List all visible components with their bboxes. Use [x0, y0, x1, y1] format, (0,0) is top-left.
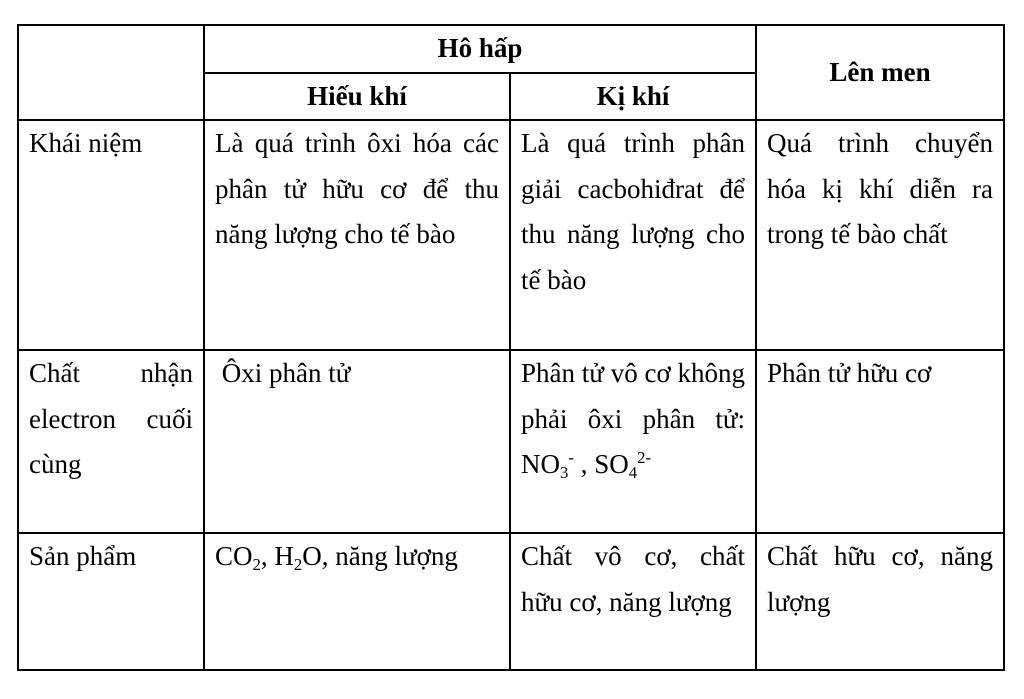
table-row-product — [18, 533, 1004, 670]
cell-concept-fermentation: Quá trình chuyển hóa kị khí diễn ra trong tế bào chất — [756, 120, 1004, 350]
h2-subscript: 2 — [293, 555, 303, 575]
acceptor-separator: , SO — [573, 449, 629, 479]
cell-concept-aerobic: Là quá trình ôxi hóa các phân tử hữu cơ để thu năng lượng cho tế bào — [204, 120, 510, 350]
no3-subscript: 3 — [560, 463, 569, 483]
cell-concept-anaerobic: Là quá trình phân giải cacbohiđrat để thu năng lượng cho tế bào — [510, 120, 756, 350]
cell-acceptor-anaerobic — [510, 350, 756, 533]
row-label-concept: Khái niệm — [18, 120, 204, 350]
product-rest: O, năng lượng — [302, 541, 458, 571]
header-fermentation: Lên men — [756, 25, 1004, 120]
so4-subscript: 4 — [628, 463, 638, 483]
header-anaerobic: Kị khí — [510, 73, 756, 121]
acceptor-anaerobic-text: Phân tử vô cơ không phải ôxi phân tử: NO — [521, 358, 746, 479]
row-label-electron-acceptor: Chất nhận electron cuối cùng — [18, 350, 204, 533]
row-label-product: Sản phẩm — [18, 533, 204, 670]
cell-product-anaerobic: Chất vô cơ, chất hữu cơ, năng lượng — [510, 533, 756, 670]
product-h: , H — [260, 541, 294, 571]
so4-superscript: 2- — [637, 447, 652, 467]
cell-acceptor-aerobic: Ôxi phân tử — [204, 350, 510, 533]
no3-superscript: - — [568, 447, 574, 467]
comparison-table — [17, 24, 1005, 671]
product-co: CO — [215, 541, 253, 571]
header-aerobic: Hiếu khí — [204, 73, 510, 121]
cell-product-fermentation: Chất hữu cơ, năng lượng — [756, 533, 1004, 670]
table-row-concept — [18, 120, 1004, 350]
header-row-1 — [18, 25, 1004, 73]
cell-product-aerobic — [204, 533, 510, 670]
header-corner-cell — [18, 25, 204, 120]
co2-subscript: 2 — [252, 555, 261, 575]
table-row-electron-acceptor — [18, 350, 1004, 533]
header-respiration: Hô hấp — [204, 25, 756, 73]
cell-acceptor-fermentation: Phân tử hữu cơ — [756, 350, 1004, 533]
